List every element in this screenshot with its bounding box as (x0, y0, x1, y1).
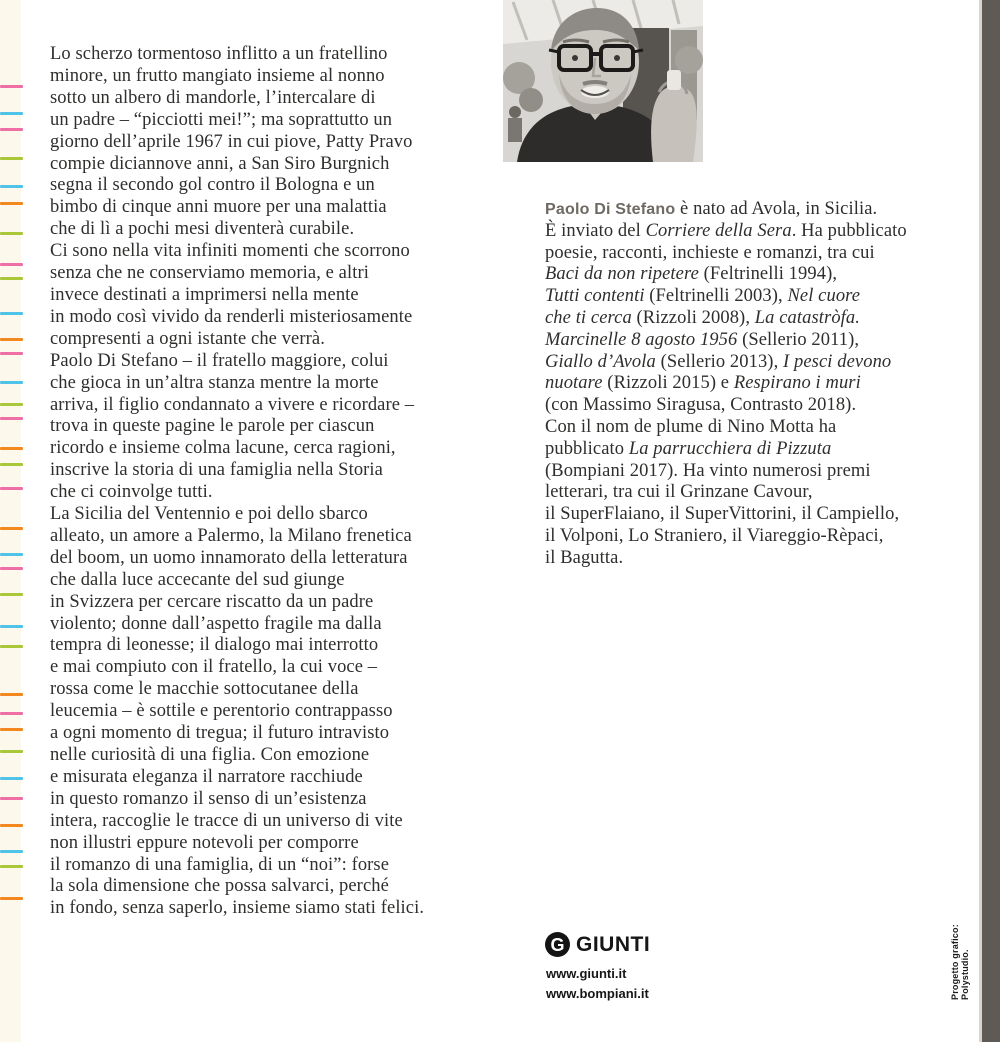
bio-line (545, 286, 935, 308)
bio-line (545, 373, 935, 395)
author-name: Paolo Di Stefano (545, 201, 676, 218)
spine-dash (0, 824, 23, 827)
author-photo (503, 0, 703, 162)
bio-text: È inviato del (545, 220, 646, 241)
synopsis-line: che di lì a pochi mesi diventerà curabile. (50, 219, 355, 240)
spine-dash (0, 712, 23, 715)
book-title: nuotare (545, 373, 603, 394)
synopsis-line: minore, un frutto mangiato insieme al nonno (50, 65, 385, 86)
bio-text: (Sellerio 2013), (655, 351, 784, 372)
book-title: Giallo d’Avola (545, 351, 656, 372)
synopsis-line: in fondo, senza saperlo, insieme siamo stati felici. (50, 898, 425, 919)
spine-dash (0, 417, 23, 420)
synopsis-line: il romanzo di una famiglia, di un “noi”: forse (50, 854, 390, 875)
spine-dash (0, 850, 23, 853)
synopsis-line: non illustri eppure notevoli per comporre (50, 832, 359, 853)
bio-line (545, 526, 935, 548)
bio-line (545, 221, 935, 243)
giunti-logo (545, 932, 650, 957)
bio-text: letterari, tra cui il Grinzane Cavour, (545, 482, 813, 503)
spine-dash (0, 527, 23, 530)
synopsis-line: del boom, un uomo innamorato della letteratura (50, 547, 408, 568)
bio-text: . Ha pubblicato (791, 220, 907, 241)
bio-text: il SuperFlaiano, il SuperVittorini, il Campiello, (545, 504, 900, 525)
author-portrait-illustration (503, 0, 703, 162)
spine-dash (0, 593, 23, 596)
giunti-url: www.giunti.it (546, 966, 627, 981)
synopsis-line: e misurata eleganza il narratore racchiude (50, 766, 363, 787)
synopsis-line: alleato, un amore a Palermo, la Milano frenetica (50, 525, 412, 546)
bio-line (545, 330, 935, 352)
bio-text: (Feltrinelli 1994), (698, 264, 838, 285)
synopsis-line: che ci coinvolge tutti. (50, 482, 213, 503)
bio-text: (Rizzoli 2008), (631, 307, 755, 328)
spine-dash (0, 728, 23, 731)
synopsis-line: in modo così vivido da renderli misteriosamente (50, 306, 413, 327)
synopsis-line: che dalla luce accecante del sud giunge (50, 569, 345, 590)
spine-dash (0, 645, 23, 648)
spine-dash (0, 865, 23, 868)
spine-dash (0, 487, 23, 490)
giunti-g-icon: G (545, 932, 570, 957)
design-credit: Progetto grafico: Polystudio. (950, 924, 970, 1000)
spine-dash (0, 112, 23, 115)
synopsis-line: La Sicilia del Ventennio e poi dello sbarco (50, 504, 368, 525)
bio-text: il Bagutta. (545, 547, 624, 568)
synopsis-line: tempra di leonesse; il dialogo mai interrotto (50, 635, 379, 656)
publisher-urls (546, 964, 649, 1004)
synopsis-line: compresenti a ogni istante che verrà. (50, 328, 325, 349)
book-title: Marcinelle 8 agosto 1956 (545, 329, 738, 350)
synopsis-line: un padre – “picciotti mei!”; ma soprattutto un (50, 109, 393, 130)
synopsis-line: sotto un albero di mandorle, l’intercalare di (50, 87, 376, 108)
spine-dash (0, 232, 23, 235)
spine-dash (0, 263, 23, 266)
spine-dash (0, 693, 23, 696)
cover-edge-band (979, 0, 1000, 1042)
bio-text: è nato ad Avola, in Sicilia. (675, 199, 878, 219)
spine-dash (0, 185, 23, 188)
bio-text: pubblicato (545, 438, 629, 459)
bio-line (545, 264, 935, 286)
bompiani-url: www.bompiani.it (546, 986, 649, 1001)
giunti-logo-text: GIUNTI (576, 932, 651, 956)
synopsis-line: inscrive la storia di una famiglia nella Storia (50, 460, 383, 481)
book-title: Baci da non ripetere (545, 264, 699, 285)
synopsis-line: arriva, il figlio condannato a vivere e ricordare – (50, 394, 415, 415)
synopsis-line: senza che ne conserviamo memoria, e altri (50, 263, 369, 284)
synopsis-line: nelle curiosità di una figlia. Con emozione (50, 745, 370, 765)
synopsis-line: in questo romanzo il senso di un’esistenza (50, 788, 367, 809)
bio-line (545, 352, 935, 374)
synopsis-line: giorno dell’aprile 1967 in cui piove, Patty Pravo (50, 131, 413, 152)
bio-line (545, 504, 935, 526)
synopsis-line: Lo scherzo tormentoso inflitto a un fratellino (50, 44, 388, 64)
spine-dash (0, 447, 23, 450)
spine-dash (0, 157, 23, 160)
synopsis-line: in Svizzera per cercare riscatto da un padre (50, 591, 374, 612)
bio-text: poesie, racconti, inchieste e romanzi, tra cui (545, 242, 875, 263)
synopsis-line: che gioca in un’altra stanza mentre la morte (50, 372, 379, 393)
book-title: Nel cuore (787, 286, 861, 307)
synopsis-line: la sola dimensione che possa salvarci, perché (50, 876, 389, 897)
bio-line (545, 548, 935, 570)
spine-dash (0, 312, 23, 315)
spine-strip (0, 0, 21, 1042)
spine-dash (0, 202, 23, 205)
synopsis-line: leucemia – è sottile e perentorio contrappasso (50, 701, 393, 722)
synopsis-line: bimbo di cinque anni muore per una malattia (50, 197, 387, 218)
bio-line (545, 439, 935, 461)
spine-dash (0, 797, 23, 800)
book-title: Corriere della Sera (645, 220, 792, 241)
synopsis-line: violento; donne dall’aspetto fragile ma dalla (50, 613, 382, 634)
spine-dash (0, 553, 23, 556)
book-title: La catastròfa. (754, 307, 860, 328)
spine-dash (0, 897, 23, 900)
spine-dash (0, 338, 23, 341)
spine-dash (0, 463, 23, 466)
spine-dash (0, 750, 23, 753)
synopsis-line: ricordo e insieme colma lacune, cerca ragioni, (50, 438, 396, 459)
spine-dash (0, 381, 23, 384)
synopsis-line: rossa come le macchie sottocutanee della (50, 679, 359, 700)
bio-line (545, 461, 935, 483)
book-title: che ti cerca (545, 307, 632, 328)
bio-line (545, 308, 935, 330)
synopsis-line: segna il secondo gol contro il Bologna e un (50, 175, 375, 196)
bio-text: (Rizzoli 2015) e (602, 373, 734, 394)
bio-text: Con il nom de plume di Nino Motta ha (545, 416, 837, 437)
spine-dash (0, 128, 23, 131)
bio-line (545, 199, 935, 221)
spine-dash (0, 352, 23, 355)
bio-text: il Volponi, Lo Straniero, il Viareggio-Rèpaci, (545, 525, 884, 546)
synopsis-line: Ci sono nella vita infiniti momenti che scorrono (50, 241, 410, 262)
bio-line (545, 417, 935, 439)
book-title: Tutti contenti (545, 286, 645, 307)
spine-dash (0, 625, 23, 628)
spine-dash (0, 85, 23, 88)
book-title: La parrucchiera di Pizzuta (628, 438, 832, 459)
bio-line (545, 243, 935, 265)
bio-line (545, 395, 935, 417)
synopsis-line: invece destinati a imprimersi nella mente (50, 284, 359, 305)
book-title: I pesci devono (783, 351, 892, 372)
synopsis-line: e mai compiuto con il fratello, la cui voce – (50, 657, 378, 678)
synopsis-text (50, 44, 480, 920)
spine-dash (0, 277, 23, 280)
author-bio (545, 199, 935, 570)
spine-dash (0, 403, 23, 406)
synopsis-line: compie diciannove anni, a San Siro Burgnich (50, 153, 390, 174)
bio-line (545, 482, 935, 504)
synopsis-line: trova in queste pagine le parole per ciascun (50, 416, 375, 437)
spine-dash (0, 777, 23, 780)
bio-text: (Feltrinelli 2003), (644, 286, 788, 307)
synopsis-line: intera, raccoglie le tracce di un universo di vite (50, 810, 403, 831)
synopsis-line: Paolo Di Stefano – il fratello maggiore, colui (50, 350, 389, 371)
spine-dash (0, 567, 23, 570)
book-title: Respirano i muri (733, 373, 861, 394)
bio-text: (con Massimo Siragusa, Contrasto 2018). (545, 395, 857, 416)
synopsis-line: a ogni momento di tregua; il futuro intravisto (50, 723, 390, 744)
bio-text: (Sellerio 2011), (737, 329, 860, 350)
bio-text: (Bompiani 2017). Ha vinto numerosi premi (545, 460, 871, 481)
